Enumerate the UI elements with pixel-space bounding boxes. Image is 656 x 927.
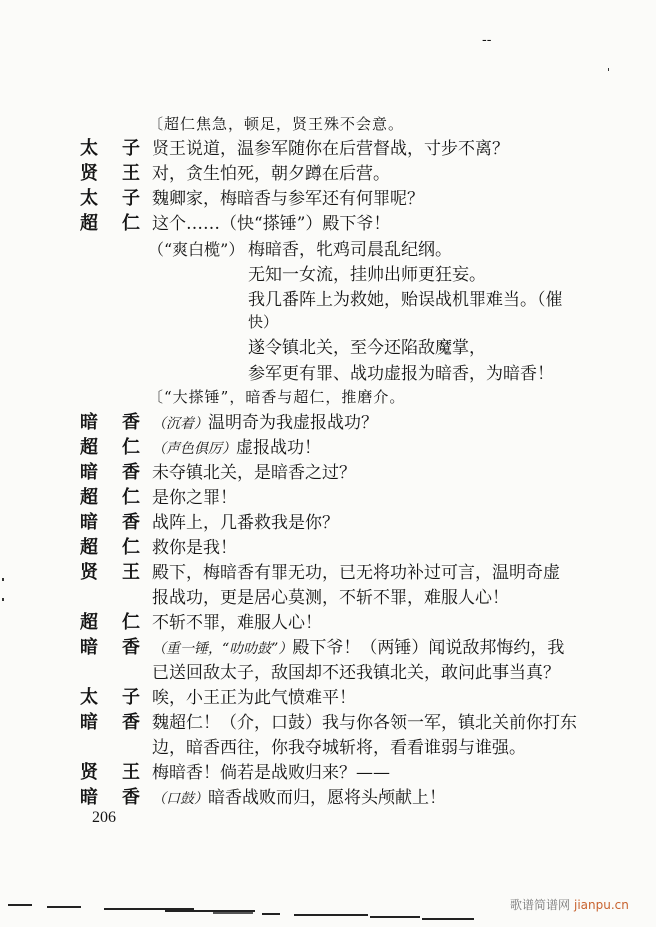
speaker-label: 太 子	[80, 687, 140, 708]
speaker-label: 太 子	[80, 138, 140, 159]
scan-line	[8, 904, 32, 906]
header-mark: --	[482, 32, 492, 48]
watermark-domain: jianpu.cn	[574, 898, 629, 912]
speaker-label: 太 子	[80, 188, 140, 209]
dialog-line: 魏卿家，梅暗香与参军还有何罪呢？	[152, 189, 424, 209]
scan-speck	[2, 578, 4, 581]
dialog-continuation: 报战功，更是居心莫测，不斩不罪，难服人心！	[152, 588, 509, 608]
speaker-label: 超 仁	[80, 612, 140, 633]
verse-line: 我几番阵上为救她，贻误战机罪难当。（催	[248, 290, 563, 310]
verse-line: 梅暗香，牝鸡司晨乱纪纲。	[248, 240, 452, 260]
speaker-label: 贤 王	[80, 562, 140, 583]
scan-line	[213, 912, 253, 914]
stage-direction: 〔“大搽锤”，暗香与超仁，推磨介。	[148, 388, 406, 406]
dialog-line: 贤王说道，温参军随你在后营督战，寸步不离？	[152, 139, 509, 159]
watermark-site: 歌谱简谱网	[510, 898, 571, 912]
scan-line	[294, 914, 368, 916]
dialog-line: 战阵上，几番救我是你？	[152, 513, 339, 533]
dialog-line: 是你之罪！	[152, 488, 237, 508]
stage-direction: 〔超仁焦急，顿足，贤王殊不会意。	[148, 115, 405, 133]
dialog-line: 不斩不罪，难服人心！	[152, 613, 322, 633]
speaker-label: 贤 王	[80, 762, 140, 783]
scan-line	[370, 916, 420, 918]
speaker-label: 暗 香	[80, 512, 140, 533]
dialog-line: （声色俱厉）虚报战功！	[152, 438, 321, 458]
dialog-line: 这个……（快“搽锤”）殿下爷！	[152, 214, 391, 234]
scan-line	[47, 906, 81, 908]
dialog-line: 梅暗香！倘若是战败归来？——	[152, 763, 390, 783]
verse-line: 参军更有罪、战功虚报为暗香，为暗香！	[248, 364, 554, 384]
scan-line	[262, 913, 280, 915]
verse-line: 遂令镇北关，至今还陷敌魔掌，	[248, 338, 486, 358]
site-watermark	[510, 896, 629, 913]
scan-speck	[2, 598, 4, 601]
stage-note: （重一锤，“叻叻鼓”）	[152, 641, 293, 657]
speaker-label: 超 仁	[80, 437, 140, 458]
scan-speck	[608, 68, 609, 71]
dialog-line: 殿下，梅暗香有罪无功，已无将功补过可言，温明奇虚	[152, 563, 560, 583]
dialog-line: 魏超仁！（介，口鼓）我与你各领一军，镇北关前你打东	[152, 713, 577, 733]
stage-note: （沉着）	[152, 416, 208, 432]
stage-note: （声色俱厉）	[152, 441, 236, 457]
speaker-label: 暗 香	[80, 637, 140, 658]
speaker-label: 暗 香	[80, 412, 140, 433]
verse-line: 快）	[248, 313, 279, 331]
dialog-continuation: 已送回敌太子，敌国却不还我镇北关，敢问此事当真？	[152, 663, 560, 683]
dialog-line: （重一锤，“叻叻鼓”）殿下爷！（两锤）闻说敌邦悔约，我	[152, 638, 565, 658]
page-number: 206	[92, 809, 116, 826]
speaker-label: 暗 香	[80, 712, 140, 733]
dialog-line: （沉着）温明奇为我虚报战功？	[152, 413, 378, 433]
speaker-label: 暗 香	[80, 462, 140, 483]
dialog-line: 唉，小王正为此气愤难平！	[152, 688, 356, 708]
aria-style-label: （“爽白榄”）	[148, 240, 245, 259]
speaker-label: 暗 香	[80, 787, 140, 808]
dialog-line: 未夺镇北关，是暗香之过？	[152, 463, 356, 483]
scan-line	[422, 918, 474, 920]
dialog-line: 救你是我！	[152, 538, 237, 558]
dialog-line: 对，贪生怕死，朝夕蹲在后营。	[152, 164, 390, 184]
speaker-label: 超 仁	[80, 213, 140, 234]
speaker-label: 贤 王	[80, 163, 140, 184]
verse-line: 无知一女流，挂帅出师更狂妄。	[248, 265, 486, 285]
stage-note: （口鼓）	[152, 791, 208, 807]
dialog-line: （口鼓）暗香战败而归，愿将头颅献上！	[152, 788, 446, 808]
speaker-label: 超 仁	[80, 487, 140, 508]
speaker-label: 超 仁	[80, 537, 140, 558]
dialog-continuation: 边，暗香西往，你我夺城斩将，看看谁弱与谁强。	[152, 738, 526, 758]
